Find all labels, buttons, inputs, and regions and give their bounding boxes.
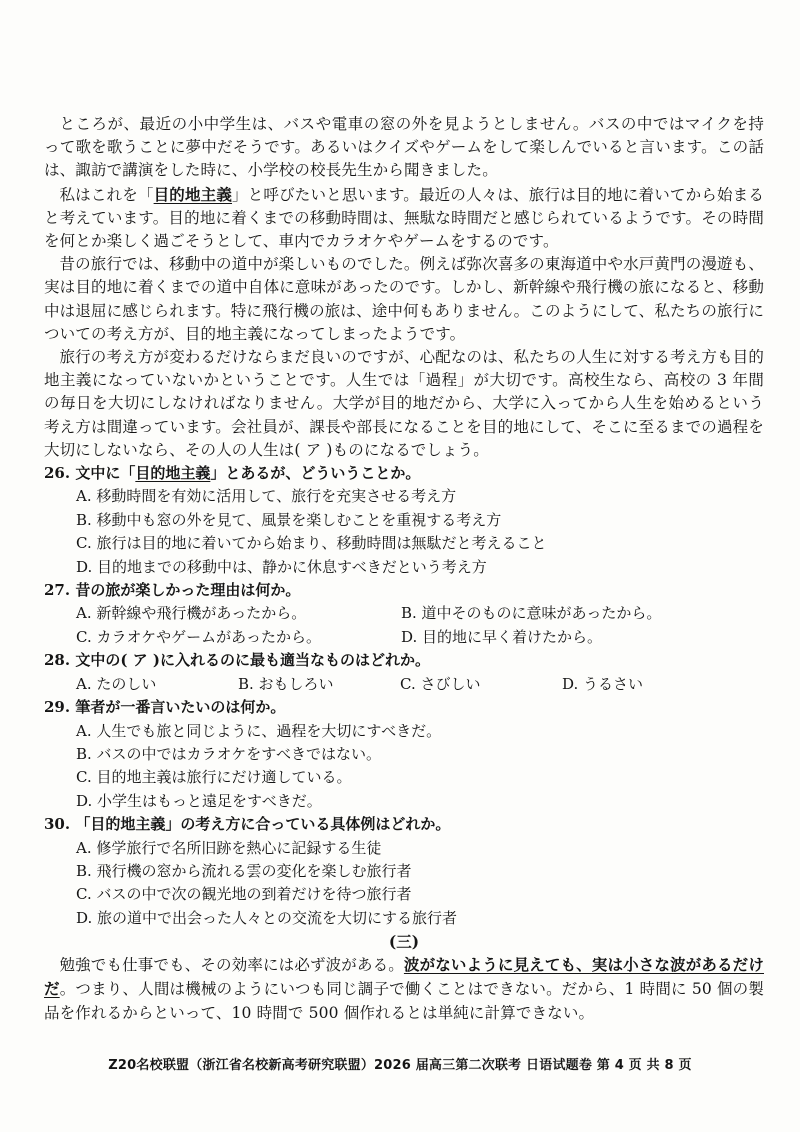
underlined-term: 目的地主義 [153,184,233,204]
question-26 [44,462,764,579]
option-a: A. たのしい [76,674,157,693]
option-c: C. さびしい [400,674,481,693]
option-b: B. バスの中ではカラオケをすべきではない。 [76,744,381,763]
underlined-sentence: 波がないように見えても、実は小さな波があるだけだ [44,955,764,999]
section-heading: (三) [388,932,420,952]
text-segment: 勉強でも仕事でも、その効率には必ず波がある。 [59,956,404,975]
question-27 [44,579,764,649]
option-b: B. 移動中も窓の外を見て、風景を楽しむことを重視する考え方 [76,510,502,529]
option-b: B. 飛行機の窓から流れる雲の変化を楽しむ旅行者 [76,861,412,880]
question-stem: 29. 筆者が一番言いたいのは何か。 [44,698,286,717]
text-segment: 」とあるが、どういうことか。 [210,464,421,483]
option-c: C. バスの中で次の観光地の到着だけを待つ旅行者 [76,885,412,904]
option-d: D. うるさい [562,674,644,693]
passage-paragraph-4: 旅行の考え方が変わるだけならまだ良いのですが、心配なのは、私たちの人生に対する考え方も目的地主義になっていないかということです。人生では「過程」が大切です。高校生なら、高校の 3 年間の毎日を大切にしなければなりません。大学が目的地だから、大学に入ってから人生を始めるという考え方は間違っています。会社員が、課長や部長になることを目的地にして、そこに至るまでの過程を大切にしないなら、その人の人生は( ア )ものになるでしょう。 [44,348,764,459]
option-c: C. 旅行は目的地に着いてから始まり、移動時間は無駄だと考えること [76,534,547,553]
question-stem: 28. 文中の( ア )に入れるのに最も適当なものはどれか。 [44,651,430,670]
question-stem: 27. 昔の旅が楽しかった理由は何か。 [44,581,301,600]
passage-paragraph-1: ところが、最近の小中学生は、バスや電車の窓の外を見ようとしません。バスの中ではマイクを持って歌を歌うことに夢中だそうです。あるいはクイズやゲームをして楽しんでいると言います。この話は、諏訪で講演をした時に、小学校の校長先生から聞きました。 [44,115,764,180]
text-segment: 。つまり、人間は機械のようにいつも同じ調子で働くことはできない。だから、1 時間に 50 個の製品を作れるからといって、10 時間で 500 個作れるとは単純に計算できない。 [44,980,764,1022]
question-29 [44,696,764,813]
page-footer: Z20名校联盟（浙江省名校新高考研究联盟）2026 届高三第二次联考 日语试题卷 第 4 页 共 8 页 [108,1058,692,1073]
option-d: D. 旅の道中で出会った人々との交流を大切にする旅行者 [76,908,458,927]
text-segment: 26. 文中に「 [44,464,136,483]
option-a: A. 人生でも旅と同じように、過程を大切にすべきだ。 [76,721,442,740]
question-stem [44,462,764,485]
passage-paragraph-3: 昔の旅行では、移動中の道中が楽しいものでした。例えば弥次喜多の東海道中や水戸黄門の漫遊も、実は目的地に着くまでの道中自体に意味があったのです。しかし、新幹線や飛行機の旅になると、移動中は退屈に感じられます。特に飛行機の旅は、途中何もありません。このようにして、私たちの旅行についての考え方が、目的地主義になってしまったようです。 [44,255,764,343]
text-segment: 私はこれを「 [59,185,154,204]
underlined-term: 目的地主義 [135,464,211,483]
option-a: A. 移動時間を有効に活用して、旅行を充実させる考え方 [76,487,457,506]
option-d: D. 目的地に早く着けたから。 [401,627,603,646]
option-c: C. 目的地主義は旅行にだけ適している。 [76,768,352,787]
question-28 [44,649,764,696]
option-c: C. カラオケやゲームがあったから。 [76,627,322,646]
exam-page [44,113,764,1025]
option-d: D. 目的地までの移動中は、静かに休息すべきだという考え方 [76,557,487,576]
option-d: D. 小学生はもっと遠足をすべきだ。 [76,791,322,810]
passage-paragraph-2 [44,183,764,254]
text-segment: 」と呼びたいと思います。最近の人々は、旅行は目的地に着いてから始まると考えています。目的地に着くまでの移動時間は、無駄な時間だと感じられているようです。その時間を何とか楽しく過ごそうとして、車内でカラオケやゲームをするのです。 [44,185,764,251]
question-30 [44,813,764,930]
section3-paragraph [44,953,764,1025]
question-stem: 30. 「目的地主義」の考え方に合っている具体例はどれか。 [44,815,451,834]
option-a: A. 修学旅行で名所旧跡を熱心に記録する生徒 [76,838,382,857]
option-b: B. おもしろい [238,674,334,693]
option-b: B. 道中そのものに意味があったから。 [401,604,662,623]
option-a: A. 新幹線や飛行機があったから。 [76,604,307,623]
